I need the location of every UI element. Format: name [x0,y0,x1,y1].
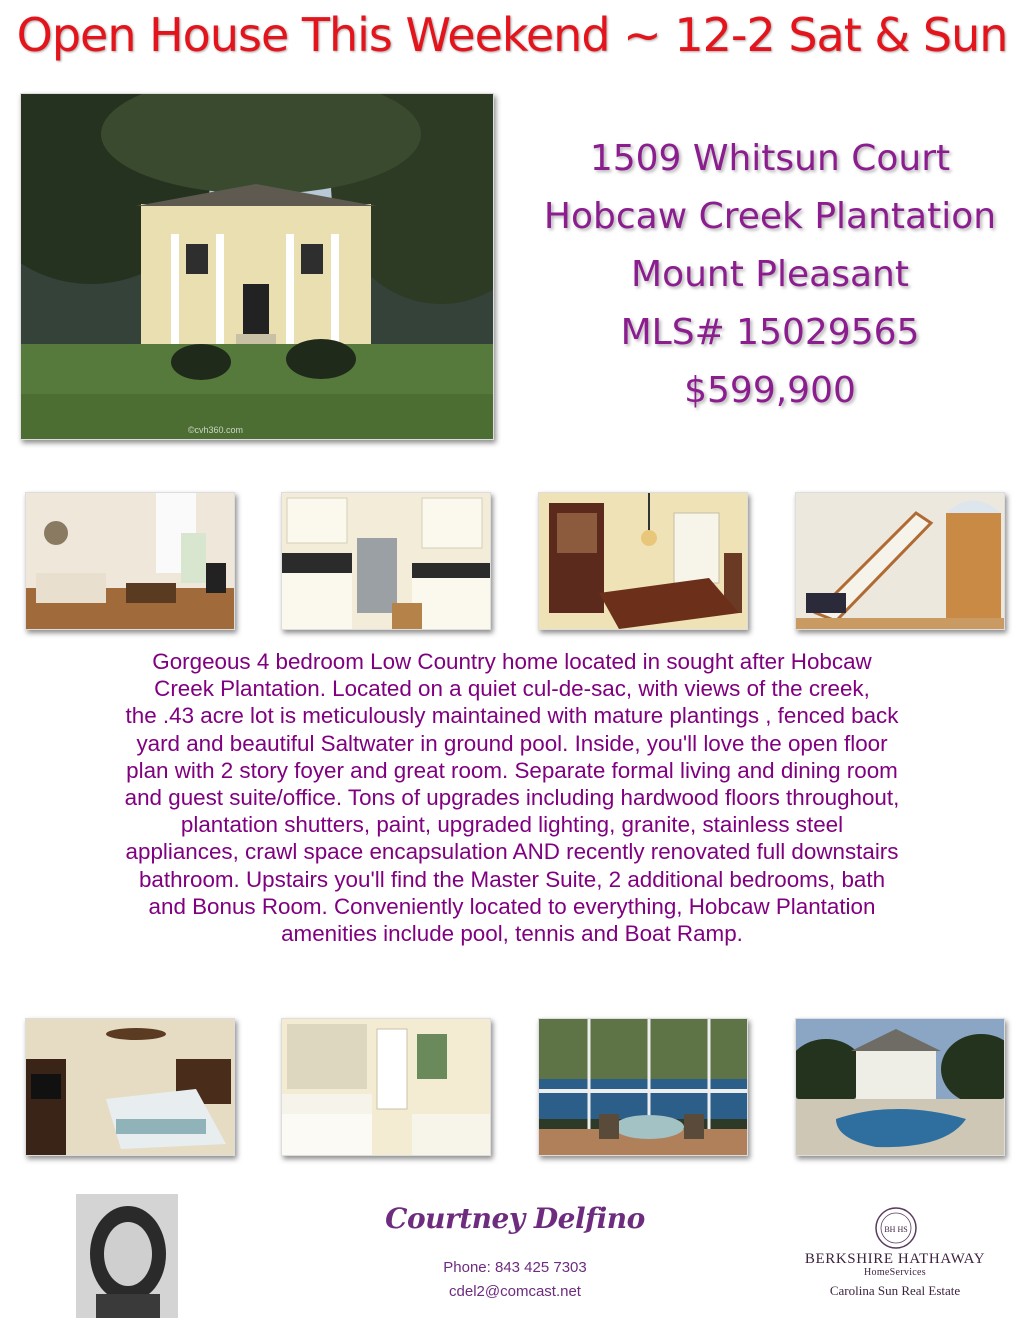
photo-dining-room [538,492,748,630]
brokerage-name: BERKSHIRE HATHAWAY [804,1251,986,1267]
photo-kitchen [281,492,491,630]
photo-watermark: ©cvh360.com [187,425,243,435]
description-line: bathroom. Upstairs you'll find the Master Suite, 2 additional bedrooms, bath [138,866,886,892]
agent-phone: Phone: 843 425 7303 [443,1259,587,1276]
agent-email[interactable]: cdel2@comcast.net [449,1283,581,1300]
description-line: yard and beautiful Saltwater in ground pool. Inside, you'll love the open floor [136,730,888,756]
brokerage-office: Carolina Sun Real Estate [829,1283,961,1298]
listing-price: $599,900 [684,370,856,411]
brokerage-subname: HomeServices [864,1267,926,1278]
agent-photo [76,1194,178,1318]
description-line: plan with 2 story foyer and great room. Separate formal living and dining room [126,757,898,783]
agent-name: Courtney Delfino [385,1202,645,1235]
description-line: appliances, crawl space encapsulation AND recently renovated full downstairs [125,839,899,865]
photo-screened-porch [538,1018,748,1156]
description-line: and guest suite/office. Tons of upgrades including hardwood floors throughout, [124,785,900,811]
photo-foyer [795,492,1005,630]
brokerage-emblem-text: BH HS [884,1225,908,1234]
description-line: and Bonus Room. Conveniently located to everything, Hobcaw Plantation [148,893,876,919]
photo-master-bedroom [25,1018,235,1156]
hero-house-photo [20,93,494,440]
listing-neighborhood: Hobcaw Creek Plantation [543,196,997,237]
description-line: Gorgeous 4 bedroom Low Country home located in sought after Hobcaw [152,649,872,674]
photo-pool-backyard [795,1018,1005,1156]
listing-description [8,648,1016,947]
description-line: amenities include pool, tennis and Boat Ramp. [281,921,743,947]
description-line: the .43 acre lot is meticulously maintained with mature plantings , fenced back [125,703,899,729]
listing-address: 1509 Whitsun Court [589,138,951,179]
description-line: Creek Plantation. Located on a quiet cul-de-sac, with views of the creek, [154,676,870,702]
headline: Open House This Weekend ~ 12-2 Sat & Sun [16,8,1008,62]
photo-great-room [25,492,235,630]
listing-info [520,130,1020,420]
photo-master-bath [281,1018,491,1156]
brokerage-emblem-icon [874,1206,918,1250]
listing-mls: MLS# 15029565 [620,312,920,353]
description-line: plantation shutters, paint, upgraded lighting, granite, stainless steel [180,812,844,838]
listing-city: Mount Pleasant [631,254,909,295]
